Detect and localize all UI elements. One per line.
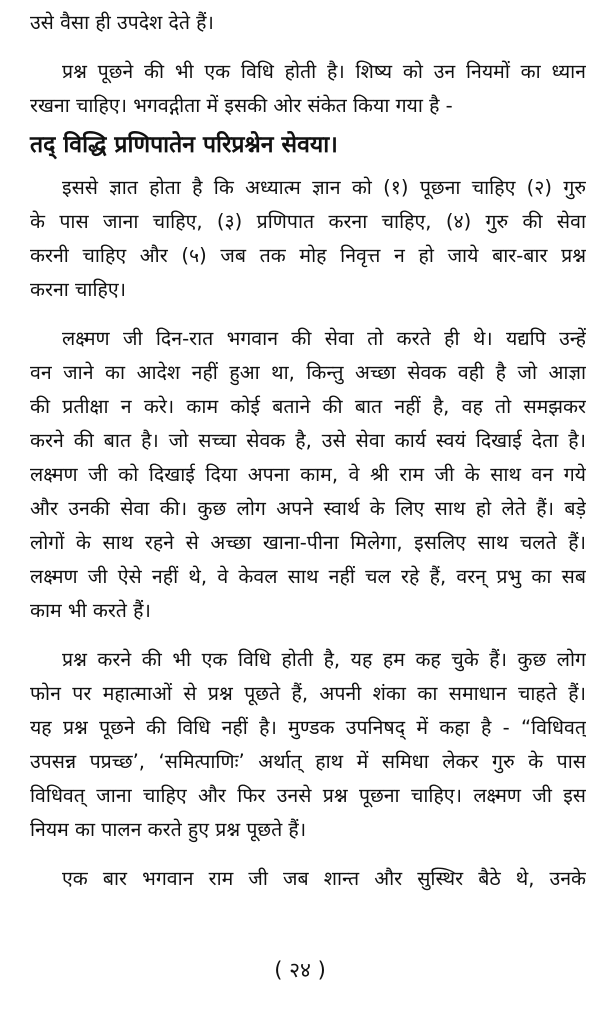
page-number: ( २४ ) bbox=[274, 958, 326, 982]
text-line: इससे ज्ञात होता है कि अध्यात्म ज्ञान को (१) पूछना चाहिए (२) गुरु bbox=[62, 176, 586, 199]
paragraph-ram-seated bbox=[30, 862, 586, 896]
text-line: करना चाहिए। bbox=[30, 278, 127, 301]
text-line: विधिवत् जाना चाहिए और फिर उनसे प्रश्न पूछना चाहिए। लक्ष्मण जी इस bbox=[30, 784, 586, 807]
text-line: लक्ष्मण जी को दिखाई दिया अपना काम, वे श्री राम जी के साथ वन गये bbox=[30, 463, 586, 486]
text-line: प्रश्न पूछने की भी एक विधि होती है। शिष्य को उन नियमों का ध्यान bbox=[62, 60, 586, 83]
text-line: लक्ष्मण जी दिन-रात भगवान की सेवा तो करते ही थे। यद्यपि उन्हें bbox=[62, 327, 586, 350]
text-line: और उनकी सेवा की। कुछ लोग अपने स्वार्थ के लिए साथ हो लेते हैं। बड़े bbox=[30, 497, 586, 520]
text-line: फोन पर महात्माओं से प्रश्न पूछते हैं, अपनी शंका का समाधान चाहते हैं। bbox=[30, 682, 586, 705]
paragraph-question-method bbox=[30, 55, 586, 123]
text-line: लक्ष्मण जी ऐसे नहीं थे, वे केवल साथ नहीं चल रहे हैं, वरन् प्रभु का सब bbox=[30, 565, 586, 588]
text-line: की प्रतीक्षा न करे। काम कोई बताने की बात नहीं है, वह तो समझकर bbox=[30, 395, 586, 418]
text-line: यह प्रश्न पूछने की विधि नहीं है। मुण्डक उपनिषद् में कहा है - “विधिवत् bbox=[30, 716, 586, 739]
text-line: प्रश्न करने की भी एक विधि होती है, यह हम कह चुके हैं। कुछ लोग bbox=[62, 648, 586, 671]
text-line: के पास जाना चाहिए, (३) प्रणिपात करना चाहिए, (४) गुरु की सेवा bbox=[30, 210, 586, 233]
text-line: लोगों के साथ रहने से अच्छा खाना-पीना मिलेगा, इसलिए साथ चलते हैं। bbox=[30, 531, 586, 554]
text-line: नियम का पालन करते हुए प्रश्न पूछते हैं। bbox=[30, 818, 307, 841]
text-line: उपसन्न पप्रच्छ’, ‘समित्पाणिः’ अर्थात् हाथ में समिधा लेकर गुरु के पास bbox=[30, 750, 586, 773]
paragraph-continuation bbox=[30, 6, 586, 40]
gita-shloka: तद् विद्धि प्रणिपातेन परिप्रश्नेन सेवया। bbox=[30, 132, 338, 158]
text-line: करने की बात है। जो सच्चा सेवक है, उसे सेवा कार्य स्वयं दिखाई देता है। bbox=[30, 429, 586, 452]
text-line: रखना चाहिए। भगवद्गीता में इसकी ओर संकेत किया गया है - bbox=[30, 94, 453, 117]
text-line: करनी चाहिए और (५) जब तक मोह निवृत्त न हो जाये बार-बार प्रश्न bbox=[30, 244, 586, 267]
text-line: काम भी करते हैं। bbox=[30, 599, 151, 622]
paragraph-mundaka bbox=[30, 643, 586, 847]
text-line: उसे वैसा ही उपदेश देते हैं। bbox=[30, 11, 214, 34]
text-line: वन जाने का आदेश नहीं हुआ था, किन्तु अच्छा सेवक वही है जो आज्ञा bbox=[30, 361, 586, 384]
paragraph-five-steps bbox=[30, 171, 586, 307]
text-line: एक बार भगवान राम जी जब शान्त और सुस्थिर बैठे थे, उनके bbox=[62, 867, 586, 890]
paragraph-lakshman-service bbox=[30, 322, 586, 628]
